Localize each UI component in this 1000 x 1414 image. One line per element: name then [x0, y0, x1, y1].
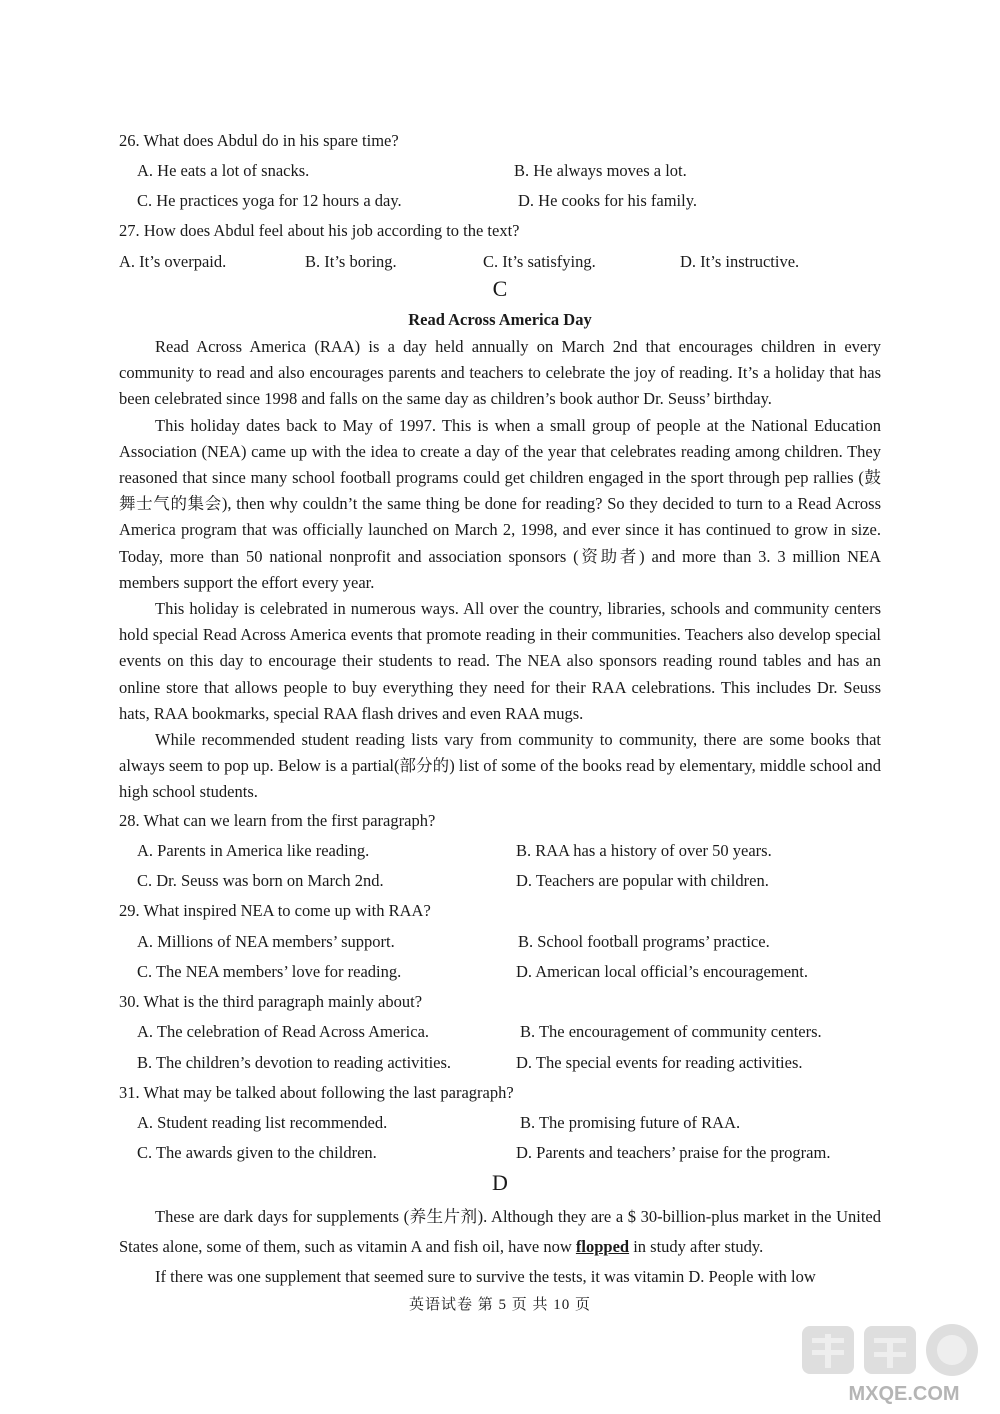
- passage-d-body: [119, 1202, 881, 1292]
- question-27-option-b: B. It’s boring.: [305, 252, 397, 271]
- section-d-heading: D: [492, 1170, 508, 1195]
- question-28-option-a: A. Parents in America like reading.: [137, 841, 370, 860]
- question-31-option-a: A. Student reading list recommended.: [137, 1113, 388, 1132]
- question-29-stem: 29. What inspired NEA to come up with RAA?: [119, 901, 431, 920]
- question-26-stem: 26. What does Abdul do in his spare time?: [119, 131, 399, 150]
- passage-c-body: [119, 334, 881, 806]
- question-27-option-c: C. It’s satisfying.: [483, 252, 596, 271]
- question-31-option-b: B. The promising future of RAA.: [520, 1113, 741, 1132]
- passage-d-paragraph-1-text: These are dark days for supplements (养生片剂). Although they are a $ 30-billion-plus market in the United States alone, some of them, such as vitamin A and fish oil, have now: [119, 1207, 881, 1256]
- watermark-logo: [792, 1320, 992, 1410]
- question-31-option-c: C. The awards given to the children.: [137, 1143, 377, 1162]
- question-29-option-b: B. School football programs’ practice.: [518, 932, 770, 951]
- question-27-option-d: D. It’s instructive.: [680, 252, 800, 271]
- question-26-option-c: C. He practices yoga for 12 hours a day.: [137, 191, 402, 210]
- question-29-option-c: C. The NEA members’ love for reading.: [137, 962, 402, 981]
- question-30-option-d: D. The special events for reading activities.: [516, 1053, 803, 1072]
- question-28-option-c: C. Dr. Seuss was born on March 2nd.: [137, 871, 384, 890]
- question-26-option-d: D. He cooks for his family.: [518, 191, 698, 210]
- page-footer: 英语试卷 第 5 页 共 10 页: [408, 1297, 591, 1313]
- passage-c-paragraph-3: This holiday is celebrated in numerous ways. All over the country, libraries, schools and community centers hold special Read Across America events that promote reading in their communities. Teachers also develop special events on this day to encourage their students to read. The NEA also sponsors reading round tables and has an online store that allows people to buy everything they need for their RAA celebrations. This includes Dr. Seuss hats, RAA bookmarks, special RAA flash drives and even RAA mugs.: [119, 599, 881, 723]
- question-30-option-b: B. The encouragement of community centers.: [520, 1022, 822, 1041]
- question-26-option-a: A. He eats a lot of snacks.: [137, 161, 310, 180]
- question-30-stem: 30. What is the third paragraph mainly about?: [119, 992, 423, 1011]
- question-29-option-a: A. Millions of NEA members’ support.: [137, 932, 395, 951]
- passage-c-paragraph-2: This holiday dates back to May of 1997. This is when a small group of people at the National Education Association (NEA) came up with the idea to create a day of the year that celebrates reading among children. They reasoned that since many school football programs could get children engaged in the sport through pep rallies (鼓舞士气的集会), then why couldn’t the same thing be done for reading? So they decided to turn to a Read Across America program that was officially launched on March 2, 1998, and ever since it has continued to grow in size. Today, more than 50 national nonprofit and association sponsors (资助者) and more than 3. 3 million NEA members support the effort every year.: [119, 415, 881, 592]
- passage-d-paragraph-2: If there was one supplement that seemed sure to survive the tests, it was vitamin D. People with low: [155, 1267, 816, 1286]
- passage-d-paragraph-1-end: in study after study.: [633, 1237, 764, 1256]
- question-27-stem: 27. How does Abdul feel about his job according to the text?: [119, 221, 520, 240]
- passage-d-paragraph-1: [119, 1202, 881, 1262]
- watermark-text: MXQE.COM: [848, 1383, 960, 1405]
- passage-c-paragraph-4: While recommended student reading lists vary from community to community, there are some books that always seem to pop up. Below is a partial(部分的) list of some of the books read by elementary, middle school and high school students.: [119, 730, 881, 802]
- question-30-option-a: A. The celebration of Read Across America.: [137, 1022, 430, 1041]
- question-26-option-b: B. He always moves a lot.: [514, 161, 687, 180]
- passage-c-title: Read Across America Day: [408, 310, 592, 329]
- question-31-option-d: D. Parents and teachers’ praise for the program.: [516, 1143, 831, 1162]
- question-28-stem: 28. What can we learn from the first paragraph?: [119, 811, 436, 830]
- passage-c-paragraph-1: Read Across America (RAA) is a day held annually on March 2nd that encourages children in every community to read and also encourages parents and teachers to celebrate the joy of reading. It’s a holiday that has been celebrated since 1998 and falls on the same day as children’s book author Dr. Seuss’ birthday.: [119, 337, 881, 409]
- question-29-option-d: D. American local official’s encouragement.: [516, 962, 808, 981]
- question-27-option-a: A. It’s overpaid.: [119, 252, 227, 271]
- question-28-option-b: B. RAA has a history of over 50 years.: [516, 841, 772, 860]
- question-30-option-c: B. The children’s devotion to reading activities.: [137, 1053, 452, 1072]
- section-c-heading: C: [492, 276, 508, 301]
- underlined-word-flopped: flopped: [575, 1237, 630, 1256]
- question-31-stem: 31. What may be talked about following the last paragraph?: [119, 1083, 514, 1102]
- question-28-option-d: D. Teachers are popular with children.: [516, 871, 769, 890]
